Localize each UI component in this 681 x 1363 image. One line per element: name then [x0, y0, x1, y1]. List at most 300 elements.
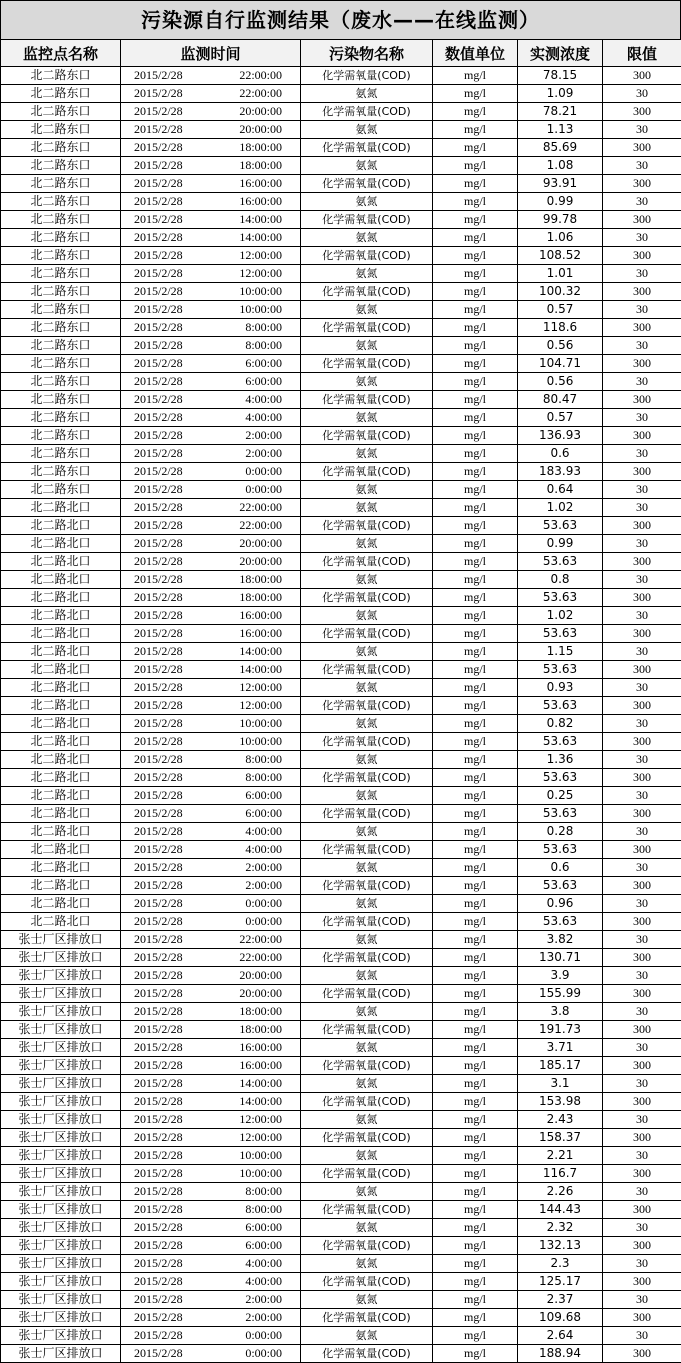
- pollutant-cell: 氨氮: [301, 823, 433, 841]
- site-name-cell: 张士厂区排放口: [1, 1129, 121, 1147]
- limit-cell: 30: [603, 607, 681, 625]
- table-row: [1, 211, 681, 229]
- monitor-date: 2015/2/28: [134, 68, 183, 82]
- measured-value-cell: 0.96: [518, 895, 603, 913]
- monitor-time-cell: [121, 427, 301, 445]
- unit-cell: mg/l: [433, 229, 518, 247]
- pollutant-cell: 氨氮: [301, 931, 433, 949]
- unit-cell: mg/l: [433, 247, 518, 265]
- table-row: [1, 679, 681, 697]
- measured-value-cell: 108.52: [518, 247, 603, 265]
- site-name-cell: 北二路北口: [1, 751, 121, 769]
- measured-value-cell: 3.8: [518, 1003, 603, 1021]
- site-name-cell: 张士厂区排放口: [1, 1255, 121, 1273]
- monitor-time-cell: [121, 1255, 301, 1273]
- table-header-row: [1, 40, 681, 67]
- site-name-cell: 张士厂区排放口: [1, 1219, 121, 1237]
- monitor-date: 2015/2/28: [134, 788, 183, 802]
- measured-value-cell: 0.56: [518, 373, 603, 391]
- site-name-cell: 张士厂区排放口: [1, 1273, 121, 1291]
- monitor-date: 2015/2/28: [134, 284, 183, 298]
- pollutant-cell: 氨氮: [301, 715, 433, 733]
- monitor-clock: 12:00:00: [239, 680, 282, 694]
- monitor-date: 2015/2/28: [134, 1184, 183, 1198]
- unit-cell: mg/l: [433, 1057, 518, 1075]
- site-name-cell: 张士厂区排放口: [1, 985, 121, 1003]
- table-row: [1, 985, 681, 1003]
- site-name-cell: 北二路东口: [1, 355, 121, 373]
- monitor-time-cell: [121, 949, 301, 967]
- monitor-date: 2015/2/28: [134, 1238, 183, 1252]
- monitor-time-cell: [121, 571, 301, 589]
- table-row: [1, 589, 681, 607]
- unit-cell: mg/l: [433, 1309, 518, 1327]
- limit-cell: 30: [603, 229, 681, 247]
- monitor-clock: 6:00:00: [245, 374, 282, 388]
- monitor-time-cell: [121, 679, 301, 697]
- monitor-date: 2015/2/28: [134, 176, 183, 190]
- site-name-cell: 张士厂区排放口: [1, 1201, 121, 1219]
- measured-value-cell: 78.15: [518, 67, 603, 85]
- table-row: [1, 823, 681, 841]
- monitor-time-cell: [121, 229, 301, 247]
- pollutant-cell: 化学需氧量(COD): [301, 175, 433, 193]
- limit-cell: 300: [603, 913, 681, 931]
- limit-cell: 300: [603, 661, 681, 679]
- unit-cell: mg/l: [433, 1345, 518, 1363]
- measured-value-cell: 3.1: [518, 1075, 603, 1093]
- table-row: [1, 697, 681, 715]
- monitor-time-cell: [121, 535, 301, 553]
- table-row: [1, 1057, 681, 1075]
- pollutant-cell: 化学需氧量(COD): [301, 805, 433, 823]
- measured-value-cell: 85.69: [518, 139, 603, 157]
- site-name-cell: 北二路北口: [1, 715, 121, 733]
- pollutant-cell: 氨氮: [301, 859, 433, 877]
- table-row: [1, 913, 681, 931]
- limit-cell: 30: [603, 121, 681, 139]
- monitor-date: 2015/2/28: [134, 266, 183, 280]
- unit-cell: mg/l: [433, 157, 518, 175]
- measured-value-cell: 1.01: [518, 265, 603, 283]
- measured-value-cell: 53.63: [518, 805, 603, 823]
- monitor-date: 2015/2/28: [134, 716, 183, 730]
- unit-cell: mg/l: [433, 265, 518, 283]
- monitor-date: 2015/2/28: [134, 968, 183, 982]
- site-name-cell: 张士厂区排放口: [1, 1183, 121, 1201]
- pollutant-cell: 化学需氧量(COD): [301, 661, 433, 679]
- monitor-time-cell: [121, 355, 301, 373]
- site-name-cell: 北二路北口: [1, 733, 121, 751]
- header-unit: 数值单位: [433, 40, 518, 67]
- table-row: [1, 805, 681, 823]
- monitor-clock: 14:00:00: [239, 662, 282, 676]
- measured-value-cell: 0.6: [518, 859, 603, 877]
- monitor-time-cell: [121, 1039, 301, 1057]
- pollutant-cell: 氨氮: [301, 679, 433, 697]
- monitor-date: 2015/2/28: [134, 410, 183, 424]
- limit-cell: 300: [603, 1093, 681, 1111]
- limit-cell: 30: [603, 481, 681, 499]
- measured-value-cell: 53.63: [518, 553, 603, 571]
- table-row: [1, 787, 681, 805]
- site-name-cell: 北二路东口: [1, 121, 121, 139]
- limit-cell: 30: [603, 1255, 681, 1273]
- unit-cell: mg/l: [433, 679, 518, 697]
- pollutant-cell: 化学需氧量(COD): [301, 1273, 433, 1291]
- monitor-time-cell: [121, 373, 301, 391]
- monitor-time-cell: [121, 1201, 301, 1219]
- site-name-cell: 北二路东口: [1, 481, 121, 499]
- measured-value-cell: 0.56: [518, 337, 603, 355]
- monitor-date: 2015/2/28: [134, 464, 183, 478]
- measured-value-cell: 53.63: [518, 733, 603, 751]
- pollutant-cell: 氨氮: [301, 967, 433, 985]
- monitor-clock: 18:00:00: [239, 140, 282, 154]
- header-site: 监控点名称: [1, 40, 121, 67]
- limit-cell: 30: [603, 1147, 681, 1165]
- monitoring-table: [0, 39, 681, 1363]
- pollutant-cell: 氨氮: [301, 571, 433, 589]
- site-name-cell: 张士厂区排放口: [1, 1003, 121, 1021]
- monitor-time-cell: [121, 337, 301, 355]
- limit-cell: 300: [603, 769, 681, 787]
- site-name-cell: 北二路北口: [1, 823, 121, 841]
- pollutant-cell: 氨氮: [301, 1147, 433, 1165]
- measured-value-cell: 1.02: [518, 607, 603, 625]
- pollutant-cell: 氨氮: [301, 1327, 433, 1345]
- unit-cell: mg/l: [433, 67, 518, 85]
- monitor-clock: 22:00:00: [239, 518, 282, 532]
- table-row: [1, 517, 681, 535]
- monitor-date: 2015/2/28: [134, 320, 183, 334]
- monitor-date: 2015/2/28: [134, 140, 183, 154]
- site-name-cell: 北二路北口: [1, 895, 121, 913]
- monitor-time-cell: [121, 301, 301, 319]
- monitor-clock: 18:00:00: [239, 158, 282, 172]
- pollutant-cell: 氨氮: [301, 481, 433, 499]
- pollutant-cell: 化学需氧量(COD): [301, 427, 433, 445]
- measured-value-cell: 109.68: [518, 1309, 603, 1327]
- unit-cell: mg/l: [433, 877, 518, 895]
- unit-cell: mg/l: [433, 697, 518, 715]
- measured-value-cell: 0.64: [518, 481, 603, 499]
- limit-cell: 300: [603, 1021, 681, 1039]
- measured-value-cell: 2.3: [518, 1255, 603, 1273]
- limit-cell: 300: [603, 139, 681, 157]
- unit-cell: mg/l: [433, 139, 518, 157]
- pollutant-cell: 化学需氧量(COD): [301, 913, 433, 931]
- site-name-cell: 张士厂区排放口: [1, 1093, 121, 1111]
- pollutant-cell: 氨氮: [301, 895, 433, 913]
- limit-cell: 300: [603, 985, 681, 1003]
- monitor-date: 2015/2/28: [134, 1274, 183, 1288]
- unit-cell: mg/l: [433, 85, 518, 103]
- monitor-clock: 12:00:00: [239, 698, 282, 712]
- pollutant-cell: 化学需氧量(COD): [301, 589, 433, 607]
- limit-cell: 300: [603, 1345, 681, 1363]
- table-row: [1, 283, 681, 301]
- pollutant-cell: 化学需氧量(COD): [301, 517, 433, 535]
- pollutant-cell: 化学需氧量(COD): [301, 1093, 433, 1111]
- limit-cell: 30: [603, 373, 681, 391]
- limit-cell: 300: [603, 841, 681, 859]
- monitor-date: 2015/2/28: [134, 536, 183, 550]
- measured-value-cell: 53.63: [518, 697, 603, 715]
- site-name-cell: 北二路东口: [1, 211, 121, 229]
- unit-cell: mg/l: [433, 715, 518, 733]
- site-name-cell: 北二路北口: [1, 499, 121, 517]
- monitor-time-cell: [121, 1021, 301, 1039]
- table-row: [1, 337, 681, 355]
- unit-cell: mg/l: [433, 571, 518, 589]
- table-row: [1, 157, 681, 175]
- table-row: [1, 643, 681, 661]
- measured-value-cell: 53.63: [518, 661, 603, 679]
- table-row: [1, 391, 681, 409]
- monitor-clock: 18:00:00: [239, 1022, 282, 1036]
- site-name-cell: 北二路东口: [1, 319, 121, 337]
- limit-cell: 300: [603, 211, 681, 229]
- table-row: [1, 85, 681, 103]
- limit-cell: 30: [603, 679, 681, 697]
- monitor-date: 2015/2/28: [134, 554, 183, 568]
- monitor-time-cell: [121, 787, 301, 805]
- pollutant-cell: 化学需氧量(COD): [301, 1201, 433, 1219]
- site-name-cell: 张士厂区排放口: [1, 1327, 121, 1345]
- unit-cell: mg/l: [433, 1075, 518, 1093]
- limit-cell: 30: [603, 1327, 681, 1345]
- limit-cell: 30: [603, 409, 681, 427]
- table-row: [1, 193, 681, 211]
- measured-value-cell: 1.08: [518, 157, 603, 175]
- monitor-time-cell: [121, 67, 301, 85]
- measured-value-cell: 0.99: [518, 535, 603, 553]
- monitor-date: 2015/2/28: [134, 644, 183, 658]
- monitor-clock: 4:00:00: [245, 1256, 282, 1270]
- measured-value-cell: 53.63: [518, 589, 603, 607]
- monitor-date: 2015/2/28: [134, 1022, 183, 1036]
- unit-cell: mg/l: [433, 1111, 518, 1129]
- measured-value-cell: 53.63: [518, 625, 603, 643]
- unit-cell: mg/l: [433, 319, 518, 337]
- monitor-time-cell: [121, 643, 301, 661]
- unit-cell: mg/l: [433, 175, 518, 193]
- monitor-time-cell: [121, 517, 301, 535]
- limit-cell: 30: [603, 751, 681, 769]
- site-name-cell: 张士厂区排放口: [1, 1147, 121, 1165]
- unit-cell: mg/l: [433, 553, 518, 571]
- pollutant-cell: 化学需氧量(COD): [301, 283, 433, 301]
- table-row: [1, 445, 681, 463]
- unit-cell: mg/l: [433, 985, 518, 1003]
- monitor-date: 2015/2/28: [134, 896, 183, 910]
- monitor-clock: 22:00:00: [239, 932, 282, 946]
- monitor-time-cell: [121, 265, 301, 283]
- monitor-clock: 18:00:00: [239, 572, 282, 586]
- monitor-time-cell: [121, 463, 301, 481]
- table-row: [1, 175, 681, 193]
- measured-value-cell: 132.13: [518, 1237, 603, 1255]
- table-row: [1, 1309, 681, 1327]
- limit-cell: 30: [603, 931, 681, 949]
- unit-cell: mg/l: [433, 967, 518, 985]
- monitor-date: 2015/2/28: [134, 1130, 183, 1144]
- unit-cell: mg/l: [433, 1021, 518, 1039]
- monitor-clock: 22:00:00: [239, 86, 282, 100]
- unit-cell: mg/l: [433, 1201, 518, 1219]
- monitor-clock: 14:00:00: [239, 1076, 282, 1090]
- monitor-time-cell: [121, 247, 301, 265]
- monitor-time-cell: [121, 715, 301, 733]
- unit-cell: mg/l: [433, 661, 518, 679]
- monitor-date: 2015/2/28: [134, 608, 183, 622]
- monitor-time-cell: [121, 1111, 301, 1129]
- monitor-clock: 2:00:00: [245, 428, 282, 442]
- monitor-date: 2015/2/28: [134, 392, 183, 406]
- site-name-cell: 北二路北口: [1, 913, 121, 931]
- table-row: [1, 1255, 681, 1273]
- unit-cell: mg/l: [433, 1129, 518, 1147]
- table-row: [1, 1345, 681, 1363]
- limit-cell: 30: [603, 193, 681, 211]
- pollutant-cell: 化学需氧量(COD): [301, 985, 433, 1003]
- measured-value-cell: 155.99: [518, 985, 603, 1003]
- table-row: [1, 769, 681, 787]
- unit-cell: mg/l: [433, 1039, 518, 1057]
- table-row: [1, 715, 681, 733]
- pollutant-cell: 化学需氧量(COD): [301, 1309, 433, 1327]
- monitor-clock: 18:00:00: [239, 1004, 282, 1018]
- pollutant-cell: 氨氮: [301, 1039, 433, 1057]
- monitor-clock: 4:00:00: [245, 824, 282, 838]
- unit-cell: mg/l: [433, 535, 518, 553]
- monitor-date: 2015/2/28: [134, 932, 183, 946]
- monitor-date: 2015/2/28: [134, 860, 183, 874]
- site-name-cell: 北二路北口: [1, 625, 121, 643]
- monitor-clock: 10:00:00: [239, 1166, 282, 1180]
- monitor-clock: 12:00:00: [239, 266, 282, 280]
- monitor-date: 2015/2/28: [134, 86, 183, 100]
- monitor-time-cell: [121, 445, 301, 463]
- monitor-clock: 12:00:00: [239, 1130, 282, 1144]
- monitor-date: 2015/2/28: [134, 878, 183, 892]
- monitor-clock: 0:00:00: [245, 1346, 282, 1360]
- site-name-cell: 北二路北口: [1, 697, 121, 715]
- monitor-date: 2015/2/28: [134, 1148, 183, 1162]
- site-name-cell: 张士厂区排放口: [1, 1291, 121, 1309]
- measured-value-cell: 185.17: [518, 1057, 603, 1075]
- pollutant-cell: 氨氮: [301, 85, 433, 103]
- site-name-cell: 北二路东口: [1, 85, 121, 103]
- monitor-time-cell: [121, 1183, 301, 1201]
- unit-cell: mg/l: [433, 445, 518, 463]
- measured-value-cell: 100.32: [518, 283, 603, 301]
- monitor-date: 2015/2/28: [134, 122, 183, 136]
- monitor-clock: 0:00:00: [245, 914, 282, 928]
- unit-cell: mg/l: [433, 427, 518, 445]
- unit-cell: mg/l: [433, 1093, 518, 1111]
- table-row: [1, 967, 681, 985]
- unit-cell: mg/l: [433, 373, 518, 391]
- monitor-time-cell: [121, 1165, 301, 1183]
- site-name-cell: 北二路北口: [1, 589, 121, 607]
- unit-cell: mg/l: [433, 841, 518, 859]
- monitor-clock: 20:00:00: [239, 104, 282, 118]
- site-name-cell: 张士厂区排放口: [1, 967, 121, 985]
- site-name-cell: 北二路东口: [1, 301, 121, 319]
- limit-cell: 300: [603, 877, 681, 895]
- limit-cell: 300: [603, 67, 681, 85]
- site-name-cell: 北二路东口: [1, 337, 121, 355]
- measured-value-cell: 153.98: [518, 1093, 603, 1111]
- table-row: [1, 301, 681, 319]
- monitor-time-cell: [121, 931, 301, 949]
- monitor-date: 2015/2/28: [134, 356, 183, 370]
- limit-cell: 300: [603, 103, 681, 121]
- table-row: [1, 265, 681, 283]
- limit-cell: 300: [603, 1129, 681, 1147]
- table-row: [1, 859, 681, 877]
- monitor-clock: 16:00:00: [239, 194, 282, 208]
- pollutant-cell: 氨氮: [301, 265, 433, 283]
- pollutant-cell: 氨氮: [301, 1291, 433, 1309]
- monitor-clock: 4:00:00: [245, 392, 282, 406]
- unit-cell: mg/l: [433, 1003, 518, 1021]
- site-name-cell: 北二路东口: [1, 409, 121, 427]
- limit-cell: 300: [603, 427, 681, 445]
- table-row: [1, 463, 681, 481]
- measured-value-cell: 3.82: [518, 931, 603, 949]
- table-row: [1, 1039, 681, 1057]
- unit-cell: mg/l: [433, 391, 518, 409]
- limit-cell: 30: [603, 1111, 681, 1129]
- measured-value-cell: 0.57: [518, 301, 603, 319]
- table-row: [1, 1327, 681, 1345]
- limit-cell: 30: [603, 967, 681, 985]
- monitor-clock: 8:00:00: [245, 770, 282, 784]
- monitor-time-cell: [121, 1237, 301, 1255]
- measured-value-cell: 125.17: [518, 1273, 603, 1291]
- site-name-cell: 张士厂区排放口: [1, 931, 121, 949]
- monitor-time-cell: [121, 805, 301, 823]
- monitor-clock: 2:00:00: [245, 1310, 282, 1324]
- monitor-time-cell: [121, 211, 301, 229]
- monitor-date: 2015/2/28: [134, 158, 183, 172]
- site-name-cell: 张士厂区排放口: [1, 1165, 121, 1183]
- monitor-clock: 10:00:00: [239, 734, 282, 748]
- unit-cell: mg/l: [433, 409, 518, 427]
- site-name-cell: 北二路东口: [1, 391, 121, 409]
- table-row: [1, 751, 681, 769]
- monitor-time-cell: [121, 1129, 301, 1147]
- monitor-clock: 0:00:00: [245, 1328, 282, 1342]
- monitor-date: 2015/2/28: [134, 1346, 183, 1360]
- page-title: 污染源自行监测结果（废水——在线监测）: [0, 0, 681, 39]
- pollutant-cell: 化学需氧量(COD): [301, 139, 433, 157]
- unit-cell: mg/l: [433, 1147, 518, 1165]
- limit-cell: 30: [603, 337, 681, 355]
- site-name-cell: 北二路北口: [1, 643, 121, 661]
- pollutant-cell: 化学需氧量(COD): [301, 877, 433, 895]
- site-name-cell: 北二路北口: [1, 571, 121, 589]
- pollutant-cell: 化学需氧量(COD): [301, 1345, 433, 1363]
- table-row: [1, 1219, 681, 1237]
- unit-cell: mg/l: [433, 931, 518, 949]
- pollutant-cell: 化学需氧量(COD): [301, 67, 433, 85]
- pollutant-cell: 化学需氧量(COD): [301, 625, 433, 643]
- monitor-date: 2015/2/28: [134, 1112, 183, 1126]
